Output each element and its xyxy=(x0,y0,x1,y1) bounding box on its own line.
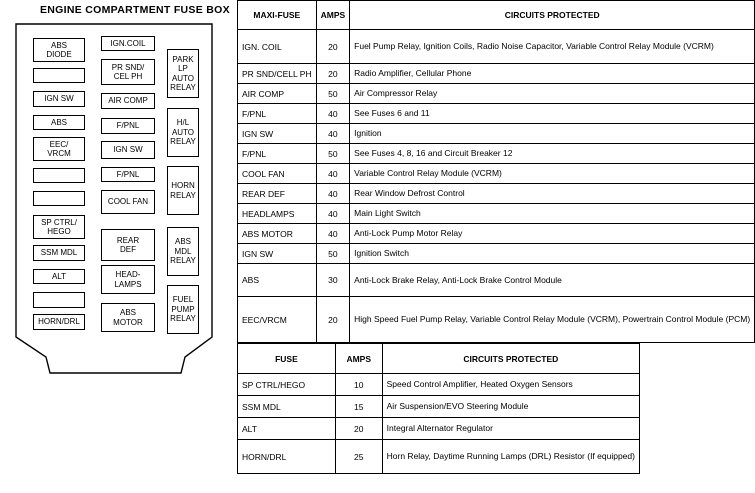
fuse-blank xyxy=(33,191,85,206)
table-row: SSM MDL 15 Air Suspension/EVO Steering Module xyxy=(238,396,640,418)
table-row: HEADLAMPS 40 Main Light Switch xyxy=(238,204,755,224)
table-row: IGN SW 50 Ignition Switch xyxy=(238,244,755,264)
table-row: AIR COMP 50 Air Compressor Relay xyxy=(238,84,755,104)
fuse-abs-motor: ABS MOTOR xyxy=(101,303,155,332)
fuse-blank xyxy=(33,68,85,83)
fuse-box-title: ENGINE COMPARTMENT FUSE BOX xyxy=(40,4,230,16)
table-row: F/PNL 50 See Fuses 4, 8, 16 and Circuit Breaker 12 xyxy=(238,144,755,164)
header-amps: AMPS xyxy=(316,1,350,30)
table-row: SP CTRL/HEGO 10 Speed Control Amplifier, Heated Oxygen Sensors xyxy=(238,374,640,396)
table-row: EEC/VRCM 20 High Speed Fuel Pump Relay, Variable Control Relay Module (VCRM), Powertrain Control Module (PCM) xyxy=(238,297,755,343)
table-row: IGN SW 40 Ignition xyxy=(238,124,755,144)
header-fuse: FUSE xyxy=(238,344,336,374)
table-row: COOL FAN 40 Variable Control Relay Module (VCRM) xyxy=(238,164,755,184)
fuse-cool-fan: COOL FAN xyxy=(101,190,155,214)
relay-horn: HORN RELAY xyxy=(167,166,199,215)
fuse-rear-def: REAR DEF xyxy=(101,229,155,261)
table-row: ABS MOTOR 40 Anti-Lock Pump Motor Relay xyxy=(238,224,755,244)
fuse-blank xyxy=(33,292,85,308)
fuse-ssm-mdl: SSM MDL xyxy=(33,245,85,261)
fuse-eec-vrcm: EEC/ VRCM xyxy=(33,137,85,161)
relay-abs-mdl: ABS MDL RELAY xyxy=(167,227,199,276)
fuse-air-comp: AIR COMP xyxy=(101,93,155,109)
table-row: F/PNL 40 See Fuses 6 and 11 xyxy=(238,104,755,124)
fuse-pr-snd-cel-ph: PR SND/ CEL PH xyxy=(101,59,155,85)
table-row: REAR DEF 40 Rear Window Defrost Control xyxy=(238,184,755,204)
table-row: ABS 30 Anti-Lock Brake Relay, Anti-Lock Brake Control Module xyxy=(238,264,755,297)
header-circuits: CIRCUITS PROTECTED xyxy=(382,344,639,374)
fuse-alt: ALT xyxy=(33,269,85,284)
header-circuits: CIRCUITS PROTECTED xyxy=(350,1,755,30)
table-row: ALT 20 Integral Alternator Regulator xyxy=(238,418,640,440)
header-amps: AMPS xyxy=(335,344,382,374)
table-row: HORN/DRL 25 Horn Relay, Daytime Running Lamps (DRL) Resistor (If equipped) xyxy=(238,440,640,474)
relay-hl-auto: H/L AUTO RELAY xyxy=(167,108,199,157)
fuse-sp-ctrl-hego: SP CTRL/ HEGO xyxy=(33,215,85,239)
fuse-ign-sw: IGN SW xyxy=(33,91,85,107)
header-maxi-fuse: MAXI-FUSE xyxy=(238,1,317,30)
fuse-f-pnl-2: F/PNL xyxy=(101,167,155,182)
fuse-abs: ABS xyxy=(33,115,85,130)
fuse-f-pnl: F/PNL xyxy=(101,118,155,134)
table-row: PR SND/CELL PH 20 Radio Amplifier, Cellular Phone xyxy=(238,64,755,84)
fuse-ign-coil: IGN.COIL xyxy=(101,36,155,51)
fuse-table xyxy=(237,343,640,474)
fuse-blank xyxy=(33,168,85,183)
relay-fuel-pump: FUEL PUMP RELAY xyxy=(167,285,199,334)
fuse-headlamps: HEAD- LAMPS xyxy=(101,265,155,294)
fuse-ign-sw-2: IGN SW xyxy=(101,141,155,159)
maxi-fuse-table xyxy=(237,0,755,343)
fuse-horn-drl: HORN/DRL xyxy=(33,314,85,330)
fuse-abs-diode: ABS DIODE xyxy=(33,38,85,62)
relay-park-lp-auto: PARK LP AUTO RELAY xyxy=(167,49,199,98)
table-row: IGN. COIL 20 Fuel Pump Relay, Ignition Coils, Radio Noise Capacitor, Variable Control Relay Module (VCRM) xyxy=(238,30,755,64)
